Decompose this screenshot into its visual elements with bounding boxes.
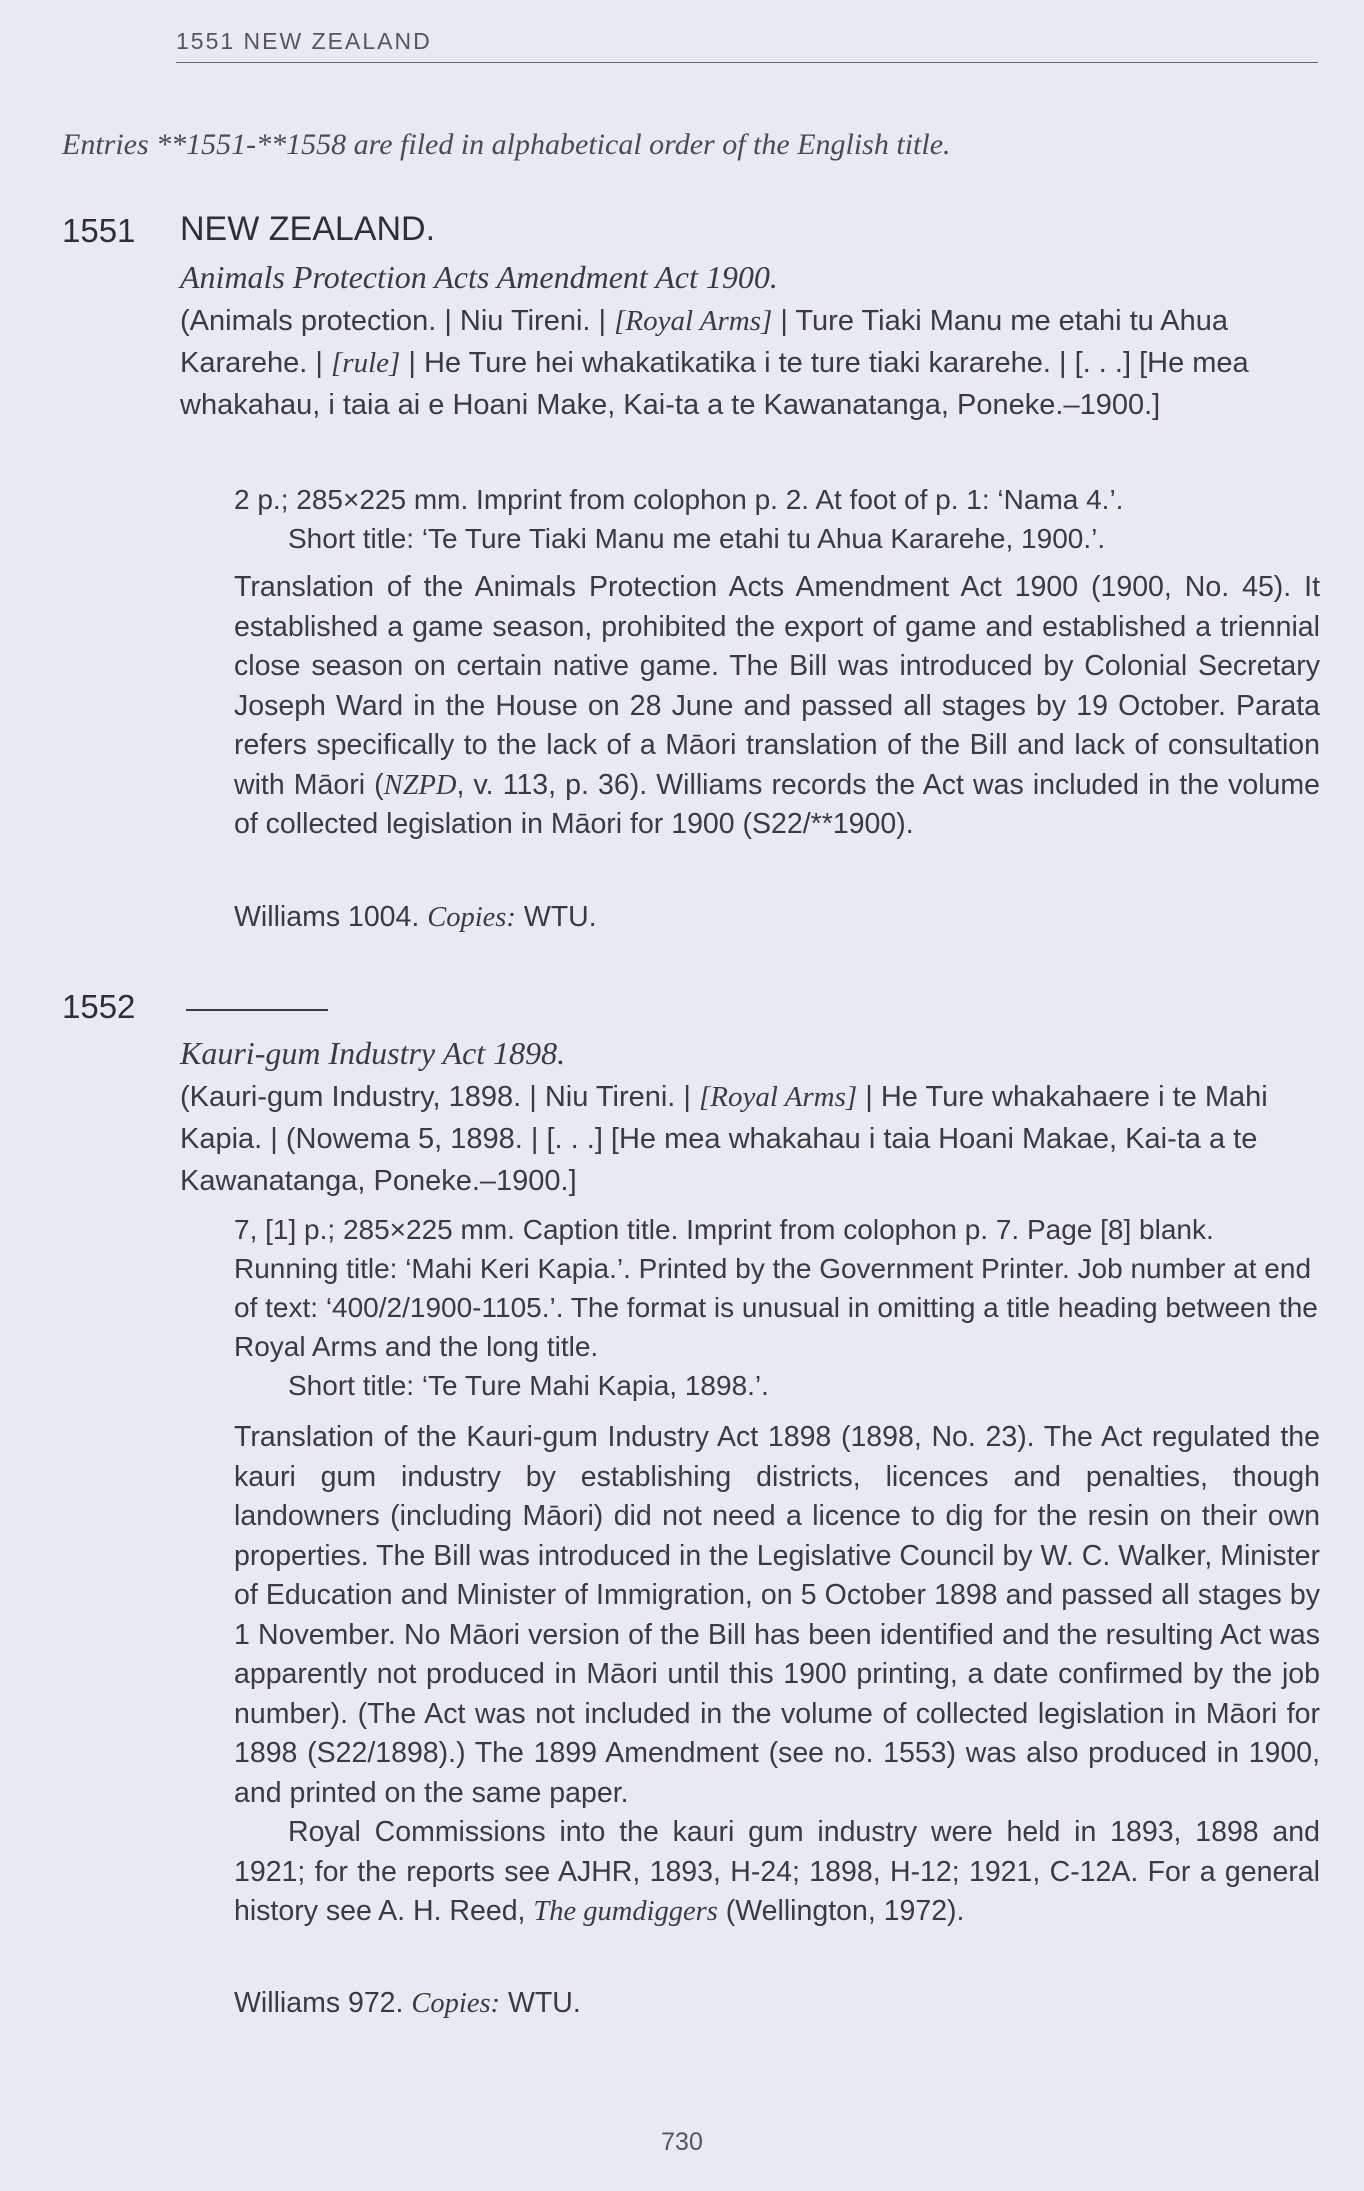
entry-description-1552 [234,1210,1320,1405]
ditto-rule [186,1009,328,1011]
filing-note: Entries **1551-**1558 are filed in alphabetical order of the English title. [62,128,951,161]
entry-number-1551: 1551 [62,212,136,249]
entry-notes-1551 [234,568,1320,845]
entry-references-1551 [234,896,1320,939]
entry-transcription-1551 [180,256,1320,426]
note-text: Royal Commissions into the kauri gum industry were held in 1893, 1898 and 1921; for the reports see AJHR, 1893, H-24; 1898, H-12; 1921, C-12A. For a general history see A. H. Reed, [234,1816,1320,1927]
running-head: 1551 NEW ZEALAND [176,28,432,54]
entry-heading: NEW ZEALAND. [180,210,436,248]
entry-title: Kauri-gum Industry Act 1898. [180,1035,566,1071]
copies-value: WTU. [523,901,597,933]
short-title: Short title: ‘Te Ture Tiaki Manu me etahi tu Ahua Kararehe, 1900.’. [288,523,1106,554]
page-number: 730 [661,2128,703,2156]
transcription-text: | He Ture whakahaere i te Mahi Kapia. | (Nowema 5, 1898. | [. . .] [He mea whakahau i taia Hoani Makae, Kai-ta a te Kawanatanga, Poneke.–1900.] [180,1081,1268,1197]
entry-title: Animals Protection Acts Amendment Act 1900. [180,259,778,295]
note-paragraph-2 [234,1813,1320,1932]
short-title: Short title: ‘Te Ture Mahi Kapia, 1898.’. [288,1370,769,1401]
copies-value: WTU. [507,1987,581,2019]
note-text: (Wellington, 1972). [717,1895,965,1927]
entry-transcription-1552 [180,1032,1320,1202]
entry-notes-1552 [234,1418,1320,1932]
williams-ref: Williams 972. [234,1987,404,2019]
physical-description: 2 p.; 285×225 mm. Imprint from colophon p. 2. At foot of p. 1: ‘Nama 4.’. [234,484,1124,515]
entry-description-1551 [234,480,1320,558]
transcription-text: (Kauri-gum Industry, 1898. | Niu Tireni. | [180,1081,700,1113]
transcription-text: | He Ture hei whakatikatika i te ture tiaki kararehe. | [. . .] [He mea whakahau, i taia ai e Hoani Make, Kai-ta a te Kawanatanga, Poneke.–1900.] [180,347,1249,421]
note-text: Translation of the Animals Protection Acts Amendment Act 1900 (1900, No. 45). It established a game season, prohibited the export of game and established a triennial close season on certain native game. The Bill was introduced by Colonial Secretary Joseph Ward in the House on 28 June and passed all stages by 19 October. Parata refers specifically to the lack of a Māori translation of the Bill and lack of consultation with Māori ( [234,571,1320,801]
williams-ref: Williams 1004. [234,901,420,933]
physical-description: 7, [1] p.; 285×225 mm. Caption title. Imprint from colophon p. 7. Page [8] blank. Running title: ‘Mahi Keri Kapia.’. Printed by the Government Printer. Job number at end of text: ‘400/2/1900-1105.’. The format is unusual in omitting a title heading between the Royal Arms and the long title. [234,1214,1318,1362]
note-italic: The gumdiggers [533,1896,718,1927]
note-italic: NZPD [383,769,457,801]
copies-label: Copies: [411,1988,501,2019]
entry-references-1552 [234,1982,1320,2025]
royal-arms-note: [Royal Arms] [614,305,773,337]
rule-note: [rule] [331,347,401,379]
transcription-text: | Ture Tiaki Manu me etahi tu Ahua Kararehe. | [180,305,1228,379]
transcription-text: (Animals protection. | Niu Tireni. | [180,305,615,337]
copies-label: Copies: [427,902,516,933]
note-paragraph: Translation of the Kauri-gum Industry Act 1898 (1898, No. 23). The Act regulated the kauri gum industry by establishing districts, licences and penalties, though landowners (including Māori) did not need a licence to dig for the resin on their own properties. The Bill was introduced in the Legislative Council by W. C. Walker, Minister of Education and Minister of Immigration, on 5 October 1898 and passed all stages by 1 November. No Māori version of the Bill has been identified and the resulting Act was apparently not produced in Māori until this 1900 printing, a date confirmed by the job number). (The Act was not included in the volume of collected legislation in Māori for 1898 (S22/1898).) The 1899 Amendment (see no. 1553) was also produced in 1900, and printed on the same paper. [234,1421,1320,1809]
royal-arms-note: [Royal Arms] [699,1081,858,1113]
header-rule [176,62,1318,63]
entry-number-1552: 1552 [62,988,136,1025]
note-text: , v. 113, p. 36). Williams records the Act was included in the volume of collected legislation in Māori for 1900 (S22/**1900). [234,768,1320,840]
